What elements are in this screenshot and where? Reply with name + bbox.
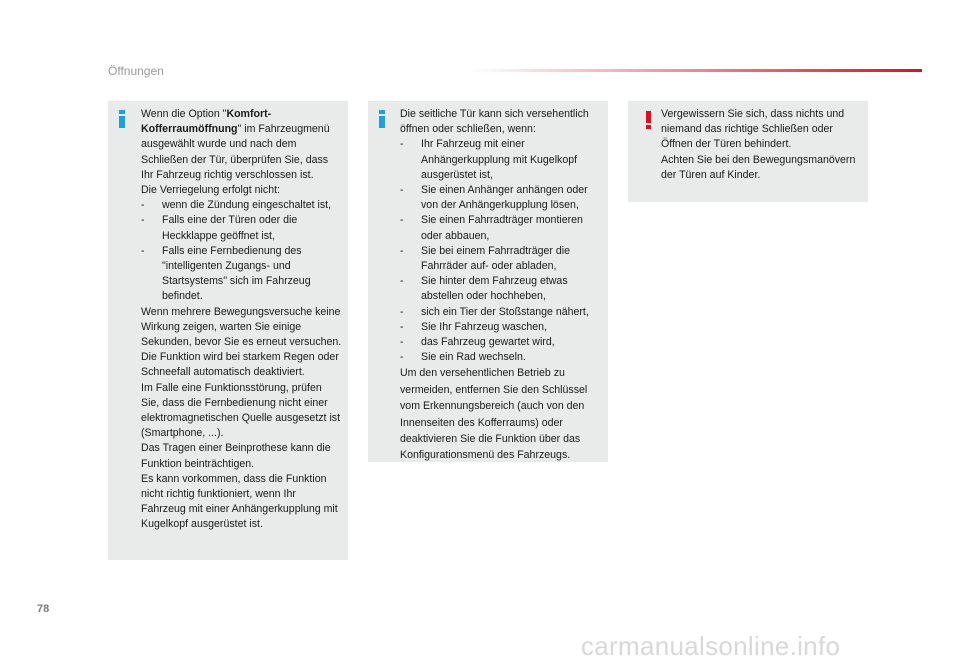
list-item: - das Fahrzeug gewartet wird, bbox=[400, 336, 555, 349]
list-item: - sich ein Tier der Stoßstange nähert, bbox=[400, 305, 589, 318]
box1-intro bbox=[141, 107, 342, 183]
list-item: - Sie einen Anhänger anhängen oder von der Anhängerkupplung lösen, bbox=[400, 184, 588, 212]
box1-paragraph: Im Falle eine Funktionsstörung, prüfen Sie, dass die Fernbedienung nicht einer elektromagnetischen Quelle ausgesetzt ist (Smartphone, ...). bbox=[141, 381, 341, 440]
warning-icon-dot bbox=[646, 125, 651, 129]
list-item: - Sie hinter dem Fahrzeug etwas abstellen oder hochheben, bbox=[400, 275, 568, 303]
list-item-text: das Fahrzeug gewartet wird, bbox=[421, 336, 555, 349]
box1-paragraph: Wenn mehrere Bewegungsversuche keine Wirkung zeigen, warten Sie einige Sekunden, bevor Sie es erneut versuchen. bbox=[141, 305, 342, 349]
box1-intro-suffix: " im Fahrzeugmenü ausgewählt wurde und nach dem Schließen der Tür, überprüfen Sie, dass Ihr Fahrzeug richtig verschlossen ist. bbox=[141, 123, 330, 181]
list-item-text: Falls eine der Türen oder die Heckklappe geöffnet ist, bbox=[162, 214, 298, 242]
list-item-text: Sie einen Fahrradträger montieren oder abbauen, bbox=[421, 214, 583, 242]
box3-paragraph: Vergewissern Sie sich, dass nichts und niemand das richtige Schließen oder Öffnen der Türen behindert. bbox=[661, 108, 845, 151]
box1-paragraph: Das Tragen einer Beinprothese kann die Funktion beinträchtigen. bbox=[141, 442, 331, 470]
info-icon-dot bbox=[119, 110, 125, 114]
list-item-text: Sie Ihr Fahrzeug waschen, bbox=[421, 320, 548, 333]
list-item: - Ihr Fahrzeug mit einer Anhängerkupplung mit Kugelkopf ausgerüstet ist, bbox=[400, 138, 578, 181]
list-item: - Sie bei einem Fahrradträger die Fahrräder auf- oder abladen, bbox=[400, 244, 570, 273]
list-item: - Sie ein Rad wechseln. bbox=[400, 351, 526, 364]
warning-icon bbox=[646, 111, 651, 129]
header-accent-line bbox=[470, 69, 922, 72]
box3-paragraph: Achten Sie bei den Bewegungsmanövern der Türen auf Kinder. bbox=[661, 153, 856, 181]
page-number: 78 bbox=[37, 603, 50, 615]
list-item-text: Sie ein Rad wechseln. bbox=[421, 351, 526, 364]
box1-paragraph: Es kann vorkommen, dass die Funktion nicht richtig funktioniert, wenn Ihr Fahrzeug mit einer Anhängerkupplung mit Kugelkopf ausgerüstet ist. bbox=[141, 472, 338, 531]
list-item: - Falls eine Fernbedienung des "intelligenten Zugangs- und Startsystems" sich im Fahrzeug befindet. bbox=[141, 244, 311, 303]
box1-paragraph: Die Funktion wird bei starkem Regen oder Schneefall automatisch deaktiviert. bbox=[141, 351, 339, 379]
box2-intro: Die seitliche Tür kann sich versehentlich öffnen oder schließen, wenn: bbox=[400, 108, 589, 136]
warning-icon-stem bbox=[646, 111, 651, 123]
watermark: carmanualsonline.info bbox=[581, 631, 841, 661]
box1-lock-line: Die Verriegelung erfolgt nicht: bbox=[141, 184, 280, 197]
list-item: - Sie einen Fahrradträger montieren oder abbauen, bbox=[400, 214, 583, 242]
warning-box-doors bbox=[628, 101, 868, 202]
list-item: - wenn die Zündung eingeschaltet ist, bbox=[141, 199, 332, 212]
info-icon bbox=[119, 110, 125, 128]
list-item: - Sie Ihr Fahrzeug waschen, bbox=[400, 320, 548, 333]
info-icon bbox=[379, 110, 385, 128]
info-icon-stem bbox=[119, 116, 125, 128]
list-item-text: Sie bei einem Fahrradträger die Fahrräder auf- oder abladen, bbox=[421, 244, 570, 273]
info-icon-stem bbox=[379, 116, 385, 128]
box1-intro-prefix: Wenn die Option " bbox=[141, 108, 227, 120]
box1-intro-option: Komfort-Kofferraumöffnung bbox=[141, 108, 272, 136]
list-item-text: Sie einen Anhänger anhängen oder von der Anhängerkupplung lösen, bbox=[421, 184, 588, 212]
info-box-side-door bbox=[368, 101, 608, 462]
list-item-text: Falls eine Fernbedienung des "intelligenten Zugangs- und Startsystems" sich im Fahrzeug befindet. bbox=[162, 244, 311, 303]
box2-outro: Um den versehentlichen Betrieb zu vermeiden, entfernen Sie den Schlüssel vom Erkennungsbereich (auch von den Innenseiten des Kofferraums) oder deaktivieren Sie die Funktion über das Konfigurationsmenü des Fahrzeugs. bbox=[400, 367, 588, 462]
list-item-text: Sie hinter dem Fahrzeug etwas abstellen oder hochheben, bbox=[421, 275, 568, 303]
list-item-text: sich ein Tier der Stoßstange nähert, bbox=[421, 305, 589, 318]
info-box-comfort-boot bbox=[108, 101, 348, 560]
info-icon-dot bbox=[379, 110, 385, 114]
list-item-text: Ihr Fahrzeug mit einer Anhängerkupplung mit Kugelkopf ausgerüstet ist, bbox=[421, 138, 578, 181]
list-item-text: wenn die Zündung eingeschaltet ist, bbox=[162, 199, 332, 212]
section-title: Öffnungen bbox=[108, 64, 164, 78]
list-item: - Falls eine der Türen oder die Heckklappe geöffnet ist, bbox=[141, 214, 298, 242]
